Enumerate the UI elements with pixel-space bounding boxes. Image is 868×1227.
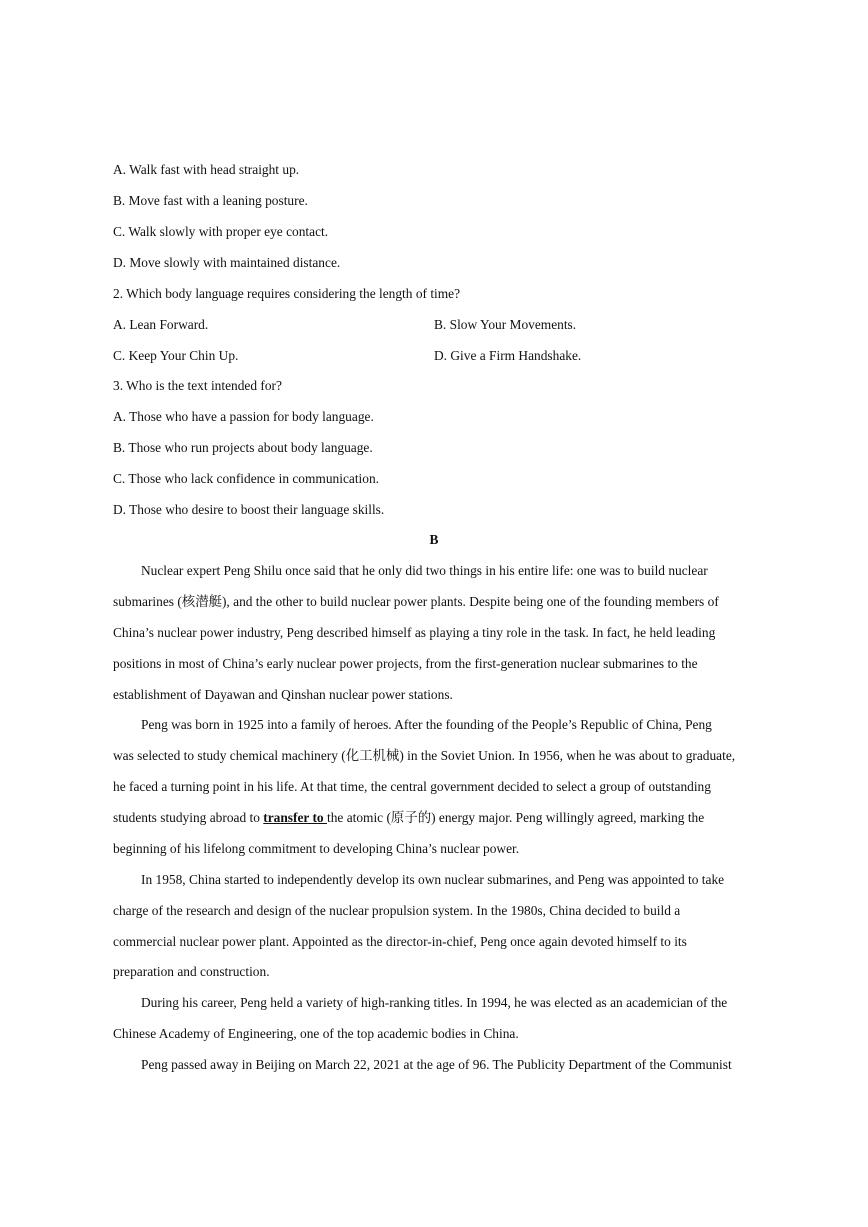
q1-option-a: A. Walk fast with head straight up. <box>113 162 300 177</box>
p1-line: positions in most of China’s early nuclear power projects, from the first-generation nuclear submarines to the <box>113 656 698 671</box>
q2-stem: 2. Which body language requires considering the length of time? <box>113 286 461 301</box>
p3-line: charge of the research and design of the nuclear propulsion system. In the 1980s, China decided to build a <box>113 903 681 918</box>
q1-option-b: B. Move fast with a leaning posture. <box>113 193 308 208</box>
p3-line: In 1958, China started to independently develop its own nuclear submarines, and Peng was appointed to take <box>141 872 725 887</box>
q3-stem: 3. Who is the text intended for? <box>113 378 282 393</box>
p1-line: China’s nuclear power industry, Peng described himself as playing a tiny role in the task. In fact, he held leading <box>113 625 716 640</box>
p1-line: submarines (核潜艇), and the other to build nuclear power plants. Despite being one of the founding members of <box>113 594 719 609</box>
p4-line: Chinese Academy of Engineering, one of the top academic bodies in China. <box>113 1026 519 1041</box>
p1-line: establishment of Dayawan and Qinshan nuclear power stations. <box>113 687 453 702</box>
p2-line: was selected to study chemical machinery (化工机械) in the Soviet Union. In 1956, when he was about to graduate, <box>113 748 736 763</box>
q1-option-c: C. Walk slowly with proper eye contact. <box>113 224 329 239</box>
q3-option-a: A. Those who have a passion for body language. <box>113 409 374 424</box>
underlined-phrase: transfer to <box>263 810 327 825</box>
p3-line: commercial nuclear power plant. Appointed as the director-in-chief, Peng once again devoted himself to its <box>113 934 687 949</box>
q3-option-b: B. Those who run projects about body language. <box>113 440 373 455</box>
q3-option-d: D. Those who desire to boost their language skills. <box>113 502 385 517</box>
p4-line: During his career, Peng held a variety of high-ranking titles. In 1994, he was elected as an academician of the <box>141 995 728 1010</box>
p1-line: Nuclear expert Peng Shilu once said that he only did two things in his entire life: one was to build nuclear <box>141 563 708 578</box>
q2-option-d: D. Give a Firm Handshake. <box>434 348 582 363</box>
p2-line: he faced a turning point in his life. At that time, the central government decided to select a group of outstanding <box>113 779 711 794</box>
p2-line-4-before: students studying abroad to <box>113 810 264 825</box>
p3-line: preparation and construction. <box>113 964 270 979</box>
section-heading: B <box>429 532 439 547</box>
q2-option-b: B. Slow Your Movements. <box>434 317 577 332</box>
q2-option-a: A. Lean Forward. <box>113 317 209 332</box>
p2-line: Peng was born in 1925 into a family of heroes. After the founding of the People’s Republic of China, Peng <box>141 717 712 732</box>
q1-option-d: D. Move slowly with maintained distance. <box>113 255 341 270</box>
p5-line: Peng passed away in Beijing on March 22, 2021 at the age of 96. The Publicity Department of the Communist <box>141 1057 732 1072</box>
p2-line-4-after: the atomic (原子的) energy major. Peng willingly agreed, marking the <box>326 810 705 825</box>
q2-option-c: C. Keep Your Chin Up. <box>113 348 239 363</box>
q3-option-c: C. Those who lack confidence in communication. <box>113 471 380 486</box>
p2-line: beginning of his lifelong commitment to developing China’s nuclear power. <box>113 841 520 856</box>
p2-line-4 <box>113 810 704 826</box>
